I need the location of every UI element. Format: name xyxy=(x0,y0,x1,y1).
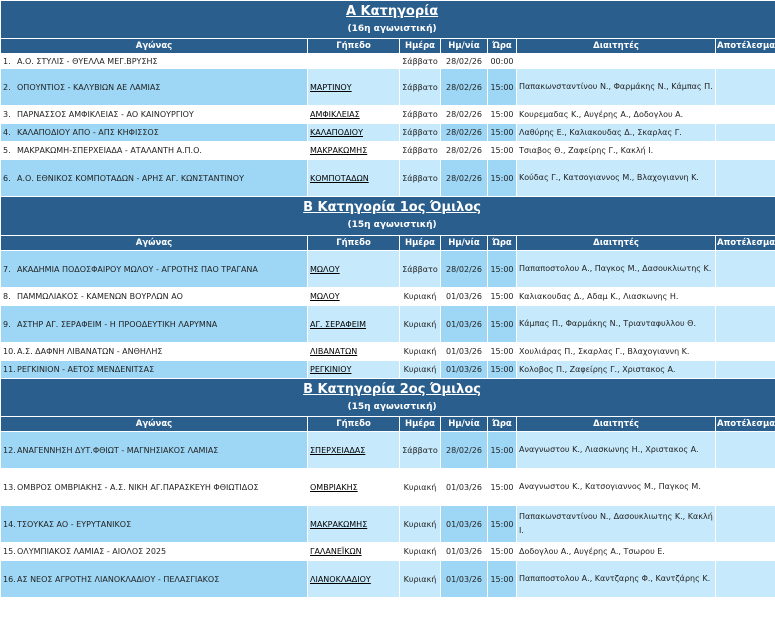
match-cell xyxy=(1,506,307,542)
venue-cell xyxy=(308,306,399,342)
match-day: Κυριακή xyxy=(400,361,440,378)
match-day: Κυριακή xyxy=(400,543,440,560)
match-number: 8. xyxy=(3,292,11,301)
column-header-row xyxy=(1,236,775,250)
match-row xyxy=(1,306,775,342)
section-title-row xyxy=(1,379,775,416)
match-day: Κυριακή xyxy=(400,561,440,597)
match-time: 15:00 xyxy=(488,106,516,123)
header-time: Ώρα xyxy=(488,39,516,53)
header-referees: Διαιτητές xyxy=(517,417,715,431)
match-time: 15:00 xyxy=(488,506,516,542)
result-cell xyxy=(716,160,775,196)
venue-link[interactable]: ΛΙΑΝΟΚΛΑΔΙΟΥ xyxy=(310,574,371,584)
result-cell xyxy=(716,343,775,360)
match-time: 15:00 xyxy=(488,432,516,468)
venue-cell xyxy=(308,361,399,378)
referees-cell: Κάμπας Π., Φαρμάκης Ν., Τριανταφυλλου Θ. xyxy=(517,306,715,342)
referees-cell: Παπακωνσταντίνου Ν., Φαρμάκης Ν., Κάμπας Π. xyxy=(517,69,715,105)
match-date: 01/03/26 xyxy=(441,361,487,378)
match-row xyxy=(1,506,775,542)
match-cell xyxy=(1,288,307,305)
result-cell xyxy=(716,361,775,378)
venue-link[interactable]: ΚΟΜΠΟΤΑΔΩΝ xyxy=(310,173,369,183)
match-row xyxy=(1,106,775,123)
referees-cell: Δοδογλου Α., Αυγέρης Α., Τσωρου Ε. xyxy=(517,543,715,560)
section-title xyxy=(1,379,775,416)
section-round: (16η αγωνιστική) xyxy=(347,23,437,34)
match-date: 01/03/26 xyxy=(441,306,487,342)
match-teams: ΡΕΓΚΙΝΙΟΝ - ΑΕΤΟΣ ΜΕΝΔΕΝΙΤΣΑΣ xyxy=(17,365,155,374)
venue-cell xyxy=(308,343,399,360)
header-venue: Γήπεδο xyxy=(308,39,399,53)
section-title-row xyxy=(1,197,775,235)
venue-link[interactable]: ΟΜΒΡΙΑΚΗΣ xyxy=(310,482,358,492)
match-time: 00:00 xyxy=(488,54,516,68)
match-number: 16. xyxy=(3,574,16,584)
result-cell xyxy=(716,69,775,105)
match-date: 01/03/26 xyxy=(441,506,487,542)
match-row xyxy=(1,343,775,360)
venue-link[interactable]: ΜΑΚΡΑΚΩΜΗΣ xyxy=(310,146,368,155)
match-number: 6. xyxy=(3,173,11,183)
result-cell xyxy=(716,54,775,68)
header-referees: Διαιτητές xyxy=(517,236,715,250)
match-date: 28/02/26 xyxy=(441,251,487,287)
match-teams: ΟΜΒΡΟΣ ΟΜΒΡΙΑΚΗΣ - Α.Σ. ΝΙΚΗ ΑΓ.ΠΑΡΑΣΚΕΥΗ ΦΘΙΩΤΙΔΟΣ xyxy=(17,482,259,492)
match-cell xyxy=(1,306,307,342)
match-number: 7. xyxy=(3,264,11,274)
match-day: Σάββατο xyxy=(400,142,440,159)
match-row xyxy=(1,251,775,287)
venue-cell xyxy=(308,543,399,560)
result-cell xyxy=(716,288,775,305)
match-time: 15:00 xyxy=(488,251,516,287)
match-day: Σάββατο xyxy=(400,160,440,196)
match-number: 10. xyxy=(3,347,16,356)
match-day: Κυριακή xyxy=(400,343,440,360)
venue-cell xyxy=(308,142,399,159)
result-cell xyxy=(716,306,775,342)
venue-cell xyxy=(308,432,399,468)
referees-cell: Παπακωνσταντίνου Ν., Δασουκλιωτης Κ., Κακλή Ι. xyxy=(517,506,715,542)
header-match: Αγώνας xyxy=(1,417,307,431)
section-title-row xyxy=(1,1,775,38)
venue-link[interactable]: ΜΑΡΤΙΝΟΥ xyxy=(310,82,352,92)
venue-cell xyxy=(308,561,399,597)
match-number: 2. xyxy=(3,82,11,92)
referees-cell: Παπαποστολου Α., Παγκος Μ., Δασουκλιωτης Κ. xyxy=(517,251,715,287)
match-teams: ΑΝΑΓΕΝΝΗΣΗ ΔΥΤ.ΦΘΙΩΤ - ΜΑΓΝΗΣΙΑΚΟΣ ΛΑΜΙΑΣ xyxy=(17,445,219,455)
match-teams: Α.Ο. ΣΤΥΛΙΣ - ΘΥΕΛΛΑ ΜΕΓ.ΒΡΥΣΗΣ xyxy=(17,56,158,66)
header-match: Αγώνας xyxy=(1,39,307,53)
section-title xyxy=(1,1,775,38)
section-round: (15η αγωνιστική) xyxy=(347,220,437,230)
match-number: 12. xyxy=(3,445,16,455)
header-result: Αποτέλεσμα xyxy=(716,417,775,431)
match-date: 01/03/26 xyxy=(441,343,487,360)
match-cell xyxy=(1,160,307,196)
match-teams: ΜΑΚΡΑΚΩΜΗ-ΣΠΕΡΧΕΙΑΔΑ - ΑΤΑΛΑΝΤΗ Α.Π.Ο. xyxy=(17,146,202,155)
header-date: Ημ/νία xyxy=(441,236,487,250)
match-number: 4. xyxy=(3,128,11,137)
venue-cell xyxy=(308,106,399,123)
section-heading: Β Κατηγορία 2ος Όμιλος xyxy=(303,381,481,397)
match-time: 15:00 xyxy=(488,306,516,342)
match-teams: ΠΑΡΝΑΣΣΟΣ ΑΜΦΙΚΛΕΙΑΣ - ΑΟ ΚΑΙΝΟΥΡΓΙΟΥ xyxy=(17,110,194,119)
match-teams: ΤΣΟΥΚΑΣ ΑΟ - ΕΥΡΥΤΑΝΙΚΟΣ xyxy=(17,519,132,529)
match-number: 13. xyxy=(3,482,16,492)
section-title xyxy=(1,197,775,235)
referees-cell: Κουρεμαδας Κ., Αυγέρης Α., Δοδογλου Α. xyxy=(517,106,715,123)
match-number: 15. xyxy=(3,547,16,556)
venue-cell xyxy=(308,469,399,505)
header-day: Ημέρα xyxy=(400,39,440,53)
match-cell xyxy=(1,69,307,105)
venue-link[interactable]: ΚΑΛΑΠΟΔΙΟΥ xyxy=(310,128,363,137)
column-header-row xyxy=(1,417,775,431)
match-number: 11. xyxy=(3,365,16,374)
match-row xyxy=(1,561,775,597)
match-time: 15:00 xyxy=(488,361,516,378)
result-cell xyxy=(716,251,775,287)
match-cell xyxy=(1,124,307,141)
match-row xyxy=(1,142,775,159)
venue-link[interactable]: ΑΓ. ΣΕΡΑΦΕΙΜ xyxy=(310,319,367,329)
result-cell xyxy=(716,106,775,123)
match-date: 01/03/26 xyxy=(441,543,487,560)
match-date: 28/02/26 xyxy=(441,69,487,105)
match-day: Κυριακή xyxy=(400,288,440,305)
match-teams: ΑΣ ΝΕΟΣ ΑΓΡΟΤΗΣ ΛΙΑΝΟΚΛΑΔΙΟΥ - ΠΕΛΑΣΓΙΑΚΟΣ xyxy=(17,574,220,584)
match-cell xyxy=(1,251,307,287)
match-row xyxy=(1,69,775,105)
match-day: Σάββατο xyxy=(400,432,440,468)
section-heading: Β Κατηγορία 1ος Όμιλος xyxy=(303,200,481,215)
match-date: 28/02/26 xyxy=(441,142,487,159)
section-heading: Α Κατηγορία xyxy=(345,3,439,19)
header-day: Ημέρα xyxy=(400,236,440,250)
match-cell xyxy=(1,561,307,597)
header-venue: Γήπεδο xyxy=(308,417,399,431)
header-result: Αποτέλεσμα xyxy=(716,236,775,250)
match-day: Σάββατο xyxy=(400,106,440,123)
match-day: Σάββατο xyxy=(400,69,440,105)
header-date: Ημ/νία xyxy=(441,417,487,431)
match-cell xyxy=(1,54,307,68)
match-date: 28/02/26 xyxy=(441,124,487,141)
match-day: Σάββατο xyxy=(400,124,440,141)
referees-cell: Κολοβος Π., Ζαφείρης Γ., Χριστακος Α. xyxy=(517,361,715,378)
referees-cell xyxy=(517,54,715,68)
match-cell xyxy=(1,343,307,360)
result-cell xyxy=(716,469,775,505)
referees-cell: Αναγνωστου Κ., Κατσογιαννος Μ., Παγκος Μ. xyxy=(517,469,715,505)
referees-cell: Αναγνωστου Κ., Λιασκωνης Η., Χριστακος Α. xyxy=(517,432,715,468)
match-row xyxy=(1,124,775,141)
match-time: 15:00 xyxy=(488,142,516,159)
match-row xyxy=(1,469,775,505)
venue-link[interactable]: ΣΠΕΡΧΕΙΑΔΑΣ xyxy=(310,445,366,455)
match-day: Κυριακή xyxy=(400,506,440,542)
match-day: Σάββατο xyxy=(400,251,440,287)
match-time: 15:00 xyxy=(488,69,516,105)
header-result: Αποτέλεσμα xyxy=(716,39,775,53)
venue-cell xyxy=(308,54,399,68)
match-time: 15:00 xyxy=(488,561,516,597)
match-teams: ΠΑΜΜΩΛΙΑΚΟΣ - ΚΑΜΕΝΩΝ ΒΟΥΡΛΩΝ ΑΟ xyxy=(17,292,183,301)
header-time: Ώρα xyxy=(488,417,516,431)
header-time: Ώρα xyxy=(488,236,516,250)
match-date: 28/02/26 xyxy=(441,106,487,123)
match-date: 28/02/26 xyxy=(441,160,487,196)
venue-link[interactable]: ΜΩΛΟΥ xyxy=(310,264,340,274)
match-time: 15:00 xyxy=(488,288,516,305)
header-venue: Γήπεδο xyxy=(308,236,399,250)
venue-cell xyxy=(308,506,399,542)
match-row xyxy=(1,361,775,378)
referees-cell: Χουλιάρας Π., Σκαρλας Γ., Βλαχογιαννη Κ. xyxy=(517,343,715,360)
match-date: 01/03/26 xyxy=(441,469,487,505)
column-header-row xyxy=(1,39,775,53)
referees-cell: Λαθύρης Ε., Καλιακουδας Δ., Σκαρλας Γ. xyxy=(517,124,715,141)
venue-link[interactable]: ΡΕΓΚΙΝΙΟΥ xyxy=(310,365,352,374)
match-cell xyxy=(1,543,307,560)
match-row xyxy=(1,432,775,468)
match-row xyxy=(1,54,775,68)
match-number: 3. xyxy=(3,110,11,119)
match-cell xyxy=(1,106,307,123)
match-teams: ΑΚΑΔΗΜΙΑ ΠΟΔΟΣΦΑΙΡΟΥ ΜΩΛΟΥ - ΑΓΡΟΤΗΣ ΠΑΟ ΤΡΑΓΑΝΑ xyxy=(17,264,258,274)
venue-cell xyxy=(308,288,399,305)
venue-cell xyxy=(308,124,399,141)
match-date: 01/03/26 xyxy=(441,561,487,597)
result-cell xyxy=(716,506,775,542)
match-teams: ΑΣΤΗΡ ΑΓ. ΣΕΡΑΦΕΙΜ - Η ΠΡΟΟΔΕΥΤΙΚΗ ΛΑΡΥΜΝΑ xyxy=(17,319,218,329)
header-date: Ημ/νία xyxy=(441,39,487,53)
match-teams: Α.Σ. ΔΑΦΝΗ ΛΙΒΑΝΑΤΩΝ - ΑΝΘΗΛΗΣ xyxy=(17,347,163,356)
match-cell xyxy=(1,432,307,468)
venue-cell xyxy=(308,251,399,287)
match-date: 28/02/26 xyxy=(441,54,487,68)
match-day: Κυριακή xyxy=(400,306,440,342)
result-cell xyxy=(716,561,775,597)
match-cell xyxy=(1,469,307,505)
match-time: 15:00 xyxy=(488,469,516,505)
header-day: Ημέρα xyxy=(400,417,440,431)
referees-cell: Τσιαβος Θ., Ζαφείρης Γ., Κακλή Ι. xyxy=(517,142,715,159)
match-time: 15:00 xyxy=(488,160,516,196)
match-teams: ΟΛΥΜΠΙΑΚΟΣ ΛΑΜΙΑΣ - ΑΙΟΛΟΣ 2025 xyxy=(17,547,167,556)
match-teams: Α.Ο. ΕΘΝΙΚΟΣ ΚΟΜΠΟΤΑΔΩΝ - ΑΡΗΣ ΑΓ. ΚΩΝΣΤΑΝΤΙΝΟΥ xyxy=(17,173,244,183)
match-day: Κυριακή xyxy=(400,469,440,505)
match-time: 15:00 xyxy=(488,124,516,141)
result-cell xyxy=(716,142,775,159)
match-date: 01/03/26 xyxy=(441,288,487,305)
match-date: 28/02/26 xyxy=(441,432,487,468)
match-number: 14. xyxy=(3,519,16,529)
venue-cell xyxy=(308,69,399,105)
match-row xyxy=(1,288,775,305)
result-cell xyxy=(716,124,775,141)
venue-cell xyxy=(308,160,399,196)
match-cell xyxy=(1,361,307,378)
match-teams: ΚΑΛΑΠΟΔΙΟΥ ΑΠΟ - ΑΠΣ ΚΗΦΙΣΣΟΣ xyxy=(17,128,159,137)
header-referees: Διαιτητές xyxy=(517,39,715,53)
referees-cell: Καλιακουδας Δ., Αδαμ Κ., Λιασκωνης Η. xyxy=(517,288,715,305)
venue-link[interactable]: ΑΜΦΙΚΛΕΙΑΣ xyxy=(310,110,360,119)
match-time: 15:00 xyxy=(488,343,516,360)
match-number: 9. xyxy=(3,319,11,329)
header-match: Αγώνας xyxy=(1,236,307,250)
match-teams: ΟΠΟΥΝΤΙΟΣ - ΚΑΛΥΒΙΩΝ ΑΕ ΛΑΜΙΑΣ xyxy=(17,82,161,92)
match-number: 1. xyxy=(3,56,11,66)
match-cell xyxy=(1,142,307,159)
section-round: (15η αγωνιστική) xyxy=(347,401,437,412)
match-row xyxy=(1,160,775,196)
referees-cell: Παπαποστολου Α., Καντζαρης Φ., Καντζάρης Κ. xyxy=(517,561,715,597)
match-day: Σάββατο xyxy=(400,54,440,68)
venue-link[interactable]: ΜΩΛΟΥ xyxy=(310,292,340,301)
venue-link[interactable]: ΛΙΒΑΝΑΤΩΝ xyxy=(310,347,358,356)
venue-link[interactable]: ΜΑΚΡΑΚΩΜΗΣ xyxy=(310,519,368,529)
result-cell xyxy=(716,543,775,560)
match-time: 15:00 xyxy=(488,543,516,560)
result-cell xyxy=(716,432,775,468)
match-number: 5. xyxy=(3,146,11,155)
match-row xyxy=(1,543,775,560)
referees-cell: Κούδας Γ., Κατσογιαννος Μ., Βλαχογιαννη Κ. xyxy=(517,160,715,196)
venue-link[interactable]: ΓΑΛΑΝΕΪΚΩΝ xyxy=(310,547,362,556)
